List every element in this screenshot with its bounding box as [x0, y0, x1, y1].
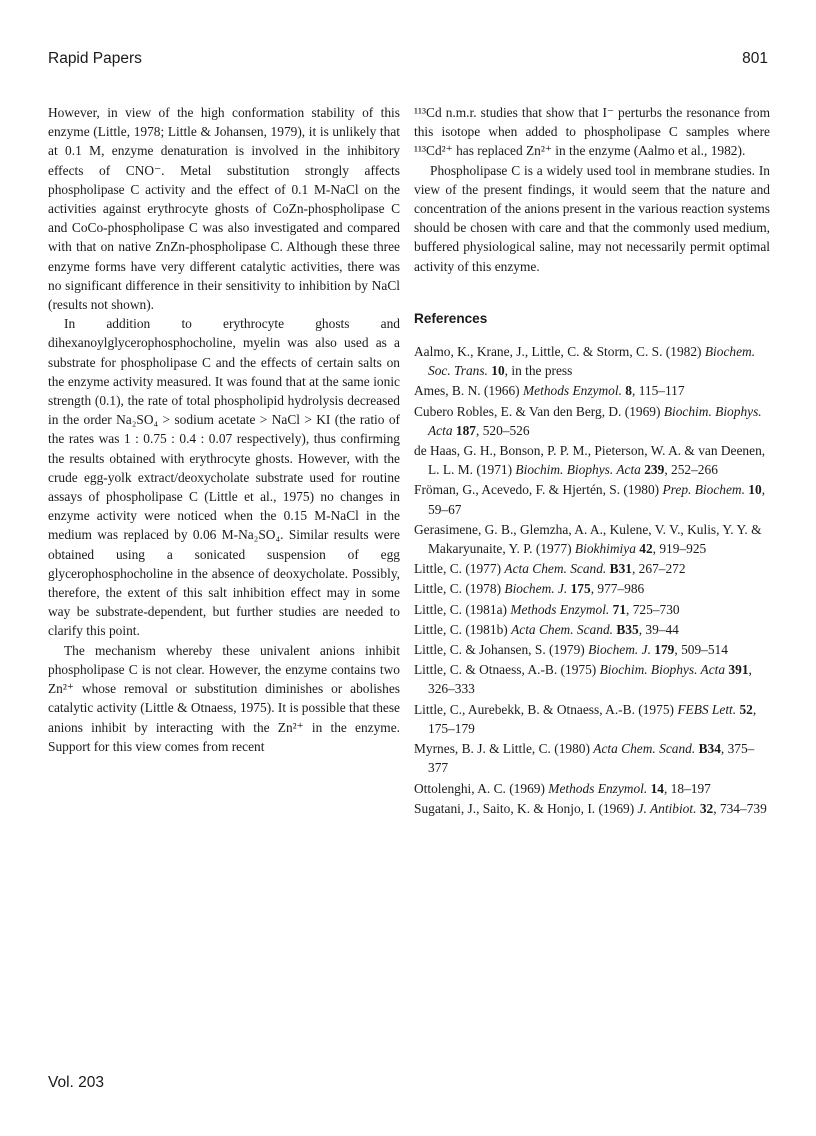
ref-authors: Ames, B. N. (1966): [414, 383, 520, 399]
reference-entry: [414, 779, 770, 798]
ref-authors: Little, C. & Johansen, S. (1979): [414, 642, 585, 658]
body-paragraph: ¹¹³Cd n.m.r. studies that show that I⁻ perturbs the resonance from this isotope when added to phospholipase C samples where ¹¹³Cd²⁺ has replaced Zn²⁺ in the enzyme (Aalmo et al., 1982).: [414, 105, 770, 159]
right-column: [414, 103, 770, 819]
reference-entry: [414, 660, 770, 698]
ref-journal: Acta Chem. Scand.: [511, 621, 613, 637]
reference-entry: [414, 520, 770, 558]
reference-list: [414, 342, 770, 818]
ref-pages: , 175–179: [428, 701, 757, 736]
ref-volume: 42: [639, 541, 653, 557]
ref-pages: , 326–333: [428, 662, 752, 697]
ref-authors: Little, C. & Otnaess, A.-B. (1975): [414, 662, 597, 678]
ref-pages: , 509–514: [674, 642, 728, 658]
ref-pages: , 115–117: [632, 383, 685, 399]
ref-pages: , 18–197: [663, 780, 711, 796]
left-column: [48, 103, 400, 756]
ref-authors: Cubero Robles, E. & Van den Berg, D. (1969): [414, 403, 661, 419]
reference-entry: [414, 480, 770, 518]
reference-entry: [414, 579, 770, 598]
ref-journal: Biochem. J.: [504, 581, 568, 597]
ref-volume: 32: [699, 800, 714, 816]
body-paragraph: The mechanism whereby these univalent anions inhibit phospholipase C is not clear. However, the enzyme contains two Zn²⁺ whose removal or substitution diminishes or abolishes catalytic activity (Little & Otnaess, 1975). It is possible that these anions inhibit by interacting with the Zn²⁺ in the enzyme. Support for this view comes from recent: [48, 642, 400, 754]
ref-pages: , 520–526: [476, 422, 530, 438]
ref-authors: de Haas, G. H., Bonson, P. P. M., Pieterson, W. A. & van Deenen, L. L. M. (1971): [414, 443, 766, 478]
ref-pages: , 734–739: [713, 800, 767, 816]
references-heading: References: [414, 310, 488, 326]
ref-volume: B31: [609, 561, 632, 577]
ref-journal: Methods Enzymol.: [523, 383, 622, 399]
reference-entry: [414, 799, 770, 818]
ref-pages: , 59–67: [428, 482, 766, 517]
ref-journal: Methods Enzymol.: [510, 601, 610, 617]
body-paragraph: Phospholipase C is a widely used tool in membrane studies. In view of the present findings, it would seem that the nature and concentration of the anions present in the various reaction systems should be chosen with care and that the commonly used medium, buffered physiological saline, may not necessarily permit optimal activity of this enzyme.: [414, 162, 770, 274]
reference-entry: [414, 600, 770, 619]
ref-authors: Little, C. (1981a): [414, 601, 507, 617]
ref-journal: Prep. Biochem.: [662, 482, 745, 498]
ref-volume: 71: [612, 601, 627, 617]
ref-authors: Aalmo, K., Krane, J., Little, C. & Storm, C. S. (1982): [414, 344, 702, 360]
ref-pages: , 267–272: [631, 561, 686, 577]
ref-volume: 8: [625, 383, 632, 399]
body-paragraph: However, in view of the high conformation stability of this enzyme (Little, 1978; Little & Johansen, 1979), it is unlikely that at 0.1 M, enzyme denaturation is involved in the inhibitory effects of CNO⁻. Metal substitution strongly affects phospholipase C activity and the effect of 0.1 M-NaCl on the activities against erythrocyte ghosts of CoZn-phospholipase C and CoCo-phospholipase C was also investigated and compared with that on native ZnZn-phospholipase C. Although these three enzyme forms have very different catalytic activities, there was no significant difference in their sensitivity to inhibition by NaCl (results not shown).: [48, 105, 400, 313]
ref-authors: Little, C. (1977): [414, 561, 502, 577]
ref-authors: Sugatani, J., Saito, K. & Honjo, I. (1969): [414, 800, 635, 816]
ref-journal: Methods Enzymol.: [548, 780, 648, 796]
reference-entry: [414, 640, 770, 659]
ref-pages: , 375–377: [428, 741, 755, 776]
ref-volume: 187: [455, 422, 476, 438]
ref-pages: , 39–44: [638, 621, 679, 637]
reference-entry: [414, 381, 770, 400]
ref-authors: Little, C. (1981b): [414, 621, 508, 637]
page-number: 801: [742, 50, 768, 67]
body-paragraph: In addition to erythrocyte ghosts and dihexanoylglycerophosphocholine, myelin was also used as a substrate for phospholipase C and the effects of certain salts on the enzyme activity measured. It was found that at the same ionic strength (0.1), the rate of total phospholipid hydrolysis decreased in the order Na₂SO₄ > sodium acetate > NaCl > KI (the ratio of the rates was 1 : 0.75 : 0.4 : 0.07 respectively), thus confirming the results obtained with erythrocyte ghosts. However, with the crude egg-yolk extract/deoxycholate substrate used for routine assays of phospholipase C (Little et al., 1975) no changes in enzyme activity were noticed when the 0.15 M-NaCl in the medium was replaced by 0.06 M-Na₂SO₄. Similar results were obtained using a sonicated suspension of egg glycerophosphocholine in the absence of deoxycholate. Possibly, therefore, the extent of this salt inhibition effect may in some way be substrate-dependent, but further studies are needed to clarify this point.: [48, 316, 400, 639]
ref-volume: B35: [616, 621, 639, 637]
ref-journal: Biochem. Soc. Trans.: [428, 344, 756, 379]
ref-volume: 10: [491, 363, 505, 379]
reference-entry: [414, 739, 770, 777]
ref-volume: 175: [570, 581, 591, 597]
ref-authors: Fröman, G., Acevedo, F. & Hjertén, S. (1980): [414, 482, 660, 498]
ref-volume: 10: [748, 482, 762, 498]
ref-volume: 52: [739, 701, 753, 717]
ref-authors: Gerasimene, G. B., Glemzha, A. A., Kulene, V. V., Kulis, Y. Y. & Makaryunaite, Y. P. (1977): [414, 521, 762, 557]
reference-entry: [414, 402, 770, 440]
ref-authors: Little, C., Aurebekk, B. & Otnaess, A.-B. (1975): [414, 701, 674, 717]
ref-pages: , 725–730: [626, 601, 680, 617]
ref-journal: Acta Chem. Scand.: [593, 741, 696, 757]
reference-entry: [414, 559, 770, 578]
ref-volume: 391: [728, 662, 749, 678]
ref-volume: 14: [650, 780, 664, 796]
ref-journal: Biochem. J.: [588, 642, 651, 658]
ref-journal: Biochim. Biophys. Acta: [599, 662, 726, 678]
reference-entry: [414, 342, 770, 380]
ref-volume: 179: [654, 642, 675, 658]
ref-authors: Little, C. (1978): [414, 581, 502, 597]
reference-entry: [414, 441, 770, 479]
ref-journal: FEBS Lett.: [677, 701, 737, 717]
volume-footer: Vol. 203: [48, 1074, 105, 1091]
reference-entry: [414, 620, 770, 639]
ref-pages: , 977–986: [590, 581, 645, 597]
running-head-section: Rapid Papers: [48, 50, 142, 67]
ref-journal: Biokhimiya: [574, 541, 636, 557]
ref-pages: , 919–925: [652, 541, 707, 557]
ref-journal: Acta Chem. Scand.: [504, 561, 607, 577]
reference-entry: [414, 700, 770, 738]
ref-journal: Biochim. Biophys. Acta: [428, 403, 762, 438]
ref-volume: 239: [644, 462, 665, 478]
ref-authors: Ottolenghi, A. C. (1969): [414, 780, 545, 796]
ref-journal: Biochim. Biophys. Acta: [515, 462, 641, 478]
ref-pages: , 252–266: [664, 462, 718, 478]
ref-volume: B34: [698, 741, 721, 757]
ref-pages: , in the press: [504, 363, 573, 379]
ref-journal: J. Antibiot.: [637, 800, 697, 816]
ref-authors: Myrnes, B. J. & Little, C. (1980): [414, 741, 590, 757]
